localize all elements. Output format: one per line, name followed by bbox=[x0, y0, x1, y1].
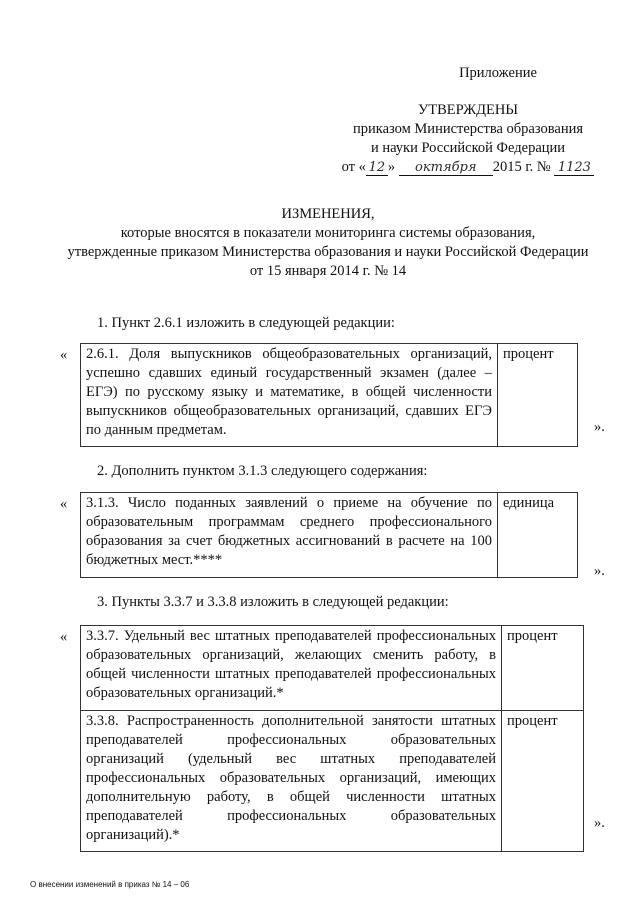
indicator-unit: процент bbox=[502, 626, 584, 711]
indicator-unit: процент bbox=[502, 711, 584, 852]
approval-line-2: и науки Российской Федерации bbox=[370, 140, 566, 156]
indicator-text: 3.3.7. Удельный вес штатных преподавателей профессиональных образовательных организаций, желающих сменить работу, в общей численности штатных преподавателей профессиональных образовательных организаций.* bbox=[81, 626, 502, 711]
point-3-table bbox=[80, 625, 584, 852]
indicator-text: 3.3.8. Распространенность дополнительной занятости штатных преподавателей профессиональных образовательных организаций (удельный вес штатных преподавателей профессиональных образовательных организаций, имеющих дополнительную работу, в общей численности штатных преподавателей профессиональных образовательных организаций).* bbox=[81, 711, 502, 852]
point-2-table bbox=[80, 492, 578, 578]
date-mid: » bbox=[387, 159, 396, 175]
document-heading bbox=[48, 205, 608, 281]
appendix-label: Приложение bbox=[459, 65, 537, 81]
approval-line-1: приказом Министерства образования bbox=[352, 121, 584, 137]
date-prefix: от « bbox=[341, 159, 366, 175]
date-month: октября bbox=[399, 160, 493, 176]
quote-open-1: « bbox=[60, 347, 68, 363]
footer-note: О внесении изменений в приказ № 14 – 06 bbox=[30, 880, 190, 889]
table-row bbox=[81, 626, 584, 711]
indicator-text: 3.1.3. Число поданных заявлений о приеме на обучение по образовательным программам среднего профессионального образования за счет бюджетных ассигнований в расчете на 100 бюджетных мест.**** bbox=[81, 493, 498, 578]
point-2-intro: 2. Дополнить пунктом 3.1.3 следующего содержания: bbox=[97, 463, 428, 479]
approval-block bbox=[323, 64, 613, 177]
quote-close-2: ». bbox=[594, 563, 605, 579]
approval-date-line bbox=[323, 158, 613, 177]
table-row bbox=[81, 493, 578, 578]
quote-open-3: « bbox=[60, 629, 68, 645]
approved-label: УТВЕРЖДЕНЫ bbox=[417, 102, 519, 118]
date-number: 1123 bbox=[554, 160, 594, 176]
heading-title: ИЗМЕНЕНИЯ, bbox=[281, 206, 375, 222]
table-row bbox=[81, 711, 584, 852]
heading-line-2: утвержденные приказом Министерства образования и науки Российской Федерации bbox=[67, 244, 589, 260]
point-1-intro: 1. Пункт 2.6.1 изложить в следующей редакции: bbox=[97, 315, 395, 331]
table-row bbox=[81, 344, 578, 447]
indicator-unit: процент bbox=[498, 344, 578, 447]
indicator-unit: единица bbox=[498, 493, 578, 578]
point-3-intro: 3. Пункты 3.3.7 и 3.3.8 изложить в следующей редакции: bbox=[97, 594, 449, 610]
point-1-table bbox=[80, 343, 578, 447]
quote-close-3: ». bbox=[594, 815, 605, 831]
indicator-text: 2.6.1. Доля выпускников общеобразовательных организаций, успешно сдавших единый государственный экзамен (далее – ЕГЭ) по русскому языку и математике, в общей численности выпускников общеобразовательных организаций, сдавших ЕГЭ по данным предметам. bbox=[81, 344, 498, 447]
quote-open-2: « bbox=[60, 496, 68, 512]
heading-line-1: которые вносятся в показатели мониторинга системы образования, bbox=[120, 225, 536, 241]
date-year: 2015 г. № bbox=[492, 159, 551, 175]
heading-line-3: от 15 января 2014 г. № 14 bbox=[249, 263, 407, 279]
quote-close-1: ». bbox=[594, 419, 605, 435]
date-day: 12 bbox=[366, 160, 388, 176]
